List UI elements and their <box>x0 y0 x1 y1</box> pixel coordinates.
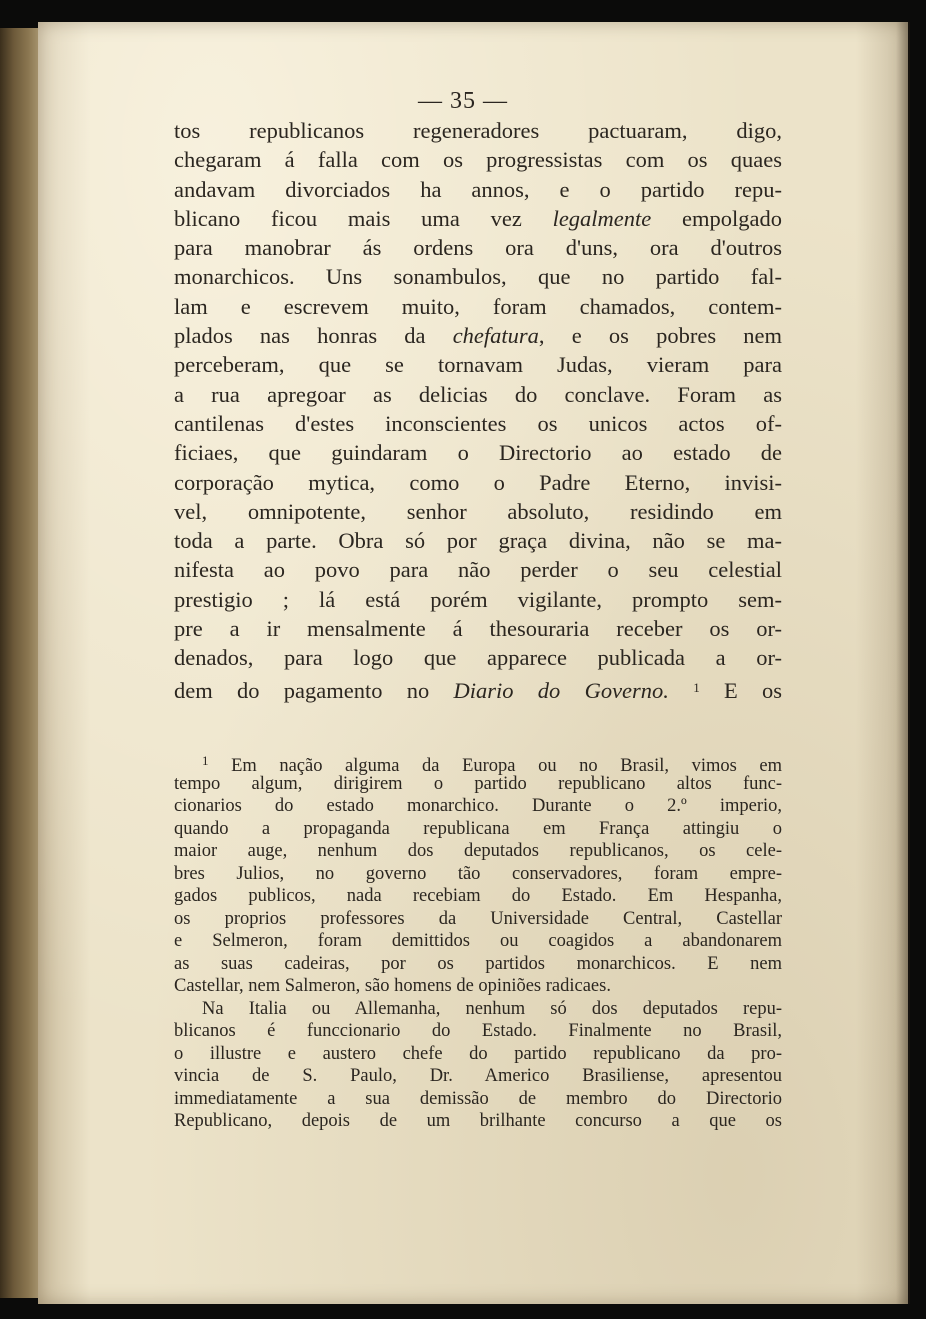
footnote-line: gados publicos, nada recebiam do Estado. Em Hespanha, <box>174 886 782 906</box>
text-line: blicano ficou mais uma vez legalmente empolgado <box>174 205 782 231</box>
footnote-line: Republicano, depois de um brilhante concurso a que os <box>174 1111 782 1131</box>
footnote-block <box>174 750 782 1133</box>
page-edge-shadow <box>896 22 910 1304</box>
italic-text: legalmente <box>552 205 652 231</box>
text-line: chegaram á falla com os progressistas com os quaes <box>174 147 782 173</box>
footnote-line: tempo algum, dirigirem o partido republicano altos func- <box>174 773 782 794</box>
italic-text: Diario do Governo. <box>453 677 669 703</box>
footnote-line: e Selmeron, foram demittidos ou coagidos a abandonarem <box>174 931 782 951</box>
footnote-line: o illustre e austero chefe do partido republicano da pro- <box>174 1043 782 1064</box>
footnote-marker: 1 <box>202 753 209 768</box>
text-line: para manobrar ás ordens ora d'uns, ora d'outros <box>174 235 782 261</box>
text-line: cantilenas d'estes inconscientes os unicos actos of- <box>174 410 782 436</box>
text-line: prestigio ; lá está porém vigilante, prompto sem- <box>174 586 782 612</box>
text-line: vel, omnipotente, senhor absoluto, residindo em <box>174 498 782 524</box>
text-line: tos republicanos regeneradores pactuaram, digo, <box>174 118 782 143</box>
footnote-line: Castellar, nem Salmeron, são homens de opiniões radicaes. <box>174 976 611 996</box>
footnote-line: vincia de S. Paulo, Dr. Americo Brasiliense, apresentou <box>174 1066 782 1086</box>
page-number-header: — 35 — <box>418 88 508 114</box>
footnote-line: maior auge, nenhum dos deputados republicanos, os cele- <box>174 841 782 861</box>
previous-page-edge <box>0 28 42 1298</box>
text-line: toda a parte. Obra só por graça divina, não se ma- <box>174 528 782 554</box>
footnote-line: quando a propaganda republicana em França attingiu o <box>174 818 782 839</box>
italic-text: chefatura <box>452 323 539 349</box>
text-line: dem do pagamento no Diario do Governo. $^1$ E os <box>174 677 783 703</box>
text-line: denados, para logo que apparece publicada a or- <box>174 645 782 671</box>
text-line: plados nas honras da chefatura, e os pobres nem <box>174 323 782 349</box>
footnote-line: bres Julios, no governo tão conservadores, foram empre- <box>174 863 782 884</box>
text-line: corporação mytica, como o Padre Eterno, invisi- <box>174 469 782 495</box>
footnote-line: immediatamente a sua demissão de membro do Directorio <box>174 1088 782 1109</box>
footnote-line: blicanos é funccionario do Estado. Finalmente no Brasil, <box>174 1021 782 1041</box>
text-line: andavam divorciados ha annos, e o partido repu- <box>174 176 782 202</box>
text-line: nifesta ao povo para não perder o seu celestial <box>174 557 782 583</box>
text-line: perceberam, que se tornavam Judas, vieram para <box>174 352 782 378</box>
footnote-line: Na Italia ou Allemanha, nenhum só dos deputados repu- <box>202 998 782 1019</box>
text-line: pre a ir mensalmente á thesouraria receber os or- <box>174 616 782 642</box>
footnote-line: as suas cadeiras, por os partidos monarchicos. E nem <box>174 953 782 974</box>
text-line: ficiaes, que guindaram o Directorio ao estado de <box>174 440 782 466</box>
text-line: lam e escrevem muito, foram chamados, contem- <box>174 293 782 319</box>
text-line: monarchicos. Uns sonambulos, que no partido fal- <box>174 264 782 290</box>
footnote-reference: 1 <box>693 679 700 695</box>
footnote-line: cionarios do estado monarchico. Durante o 2.º imperio, <box>174 796 782 816</box>
text-line: a rua apregoar as delicias do conclave. Foram as <box>174 381 782 407</box>
main-text <box>174 116 782 702</box>
footnote-line: $^1$ Em nação alguma da Europa ou no Brasil, vimos em <box>202 753 782 776</box>
footnote-line: os proprios professores da Universidade Central, Castellar <box>174 908 782 929</box>
